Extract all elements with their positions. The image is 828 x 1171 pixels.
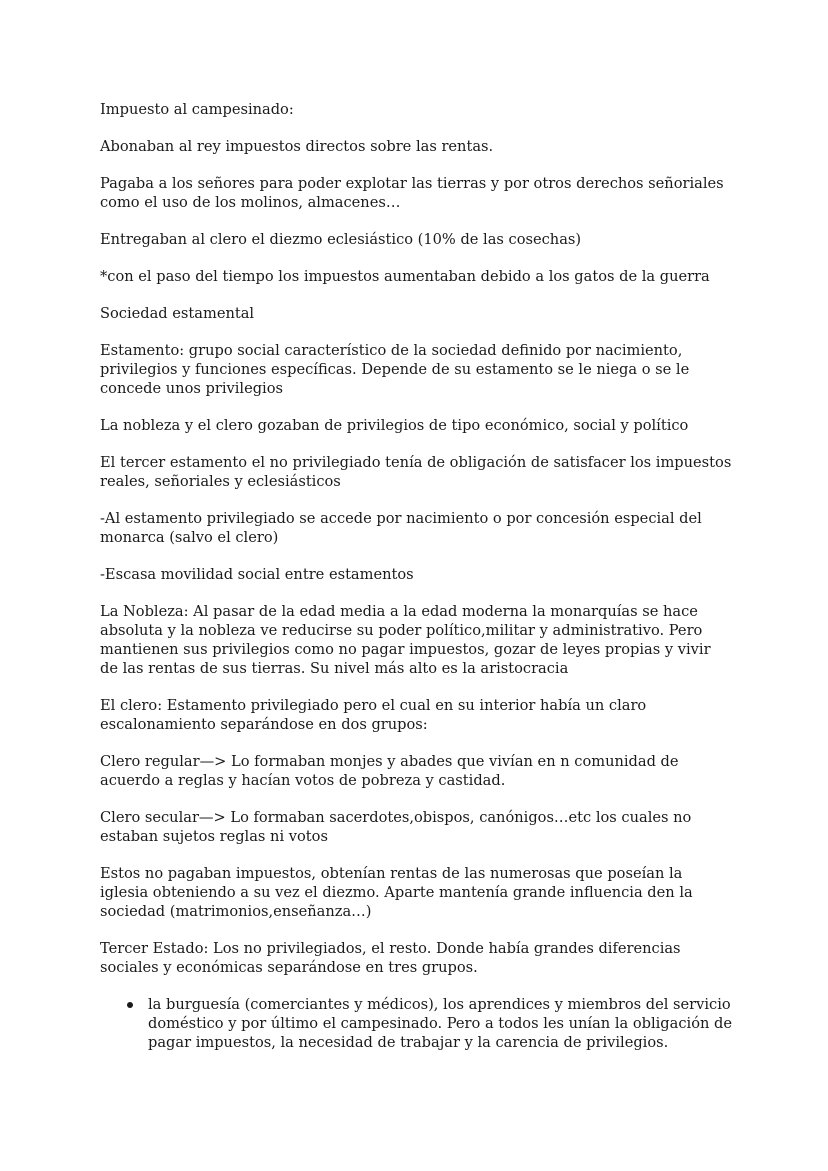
paragraph-abonaban-rey: Abonaban al rey impuestos directos sobre las rentas.: [100, 138, 494, 155]
paragraph-clero-impuestos: Estos no pagaban impuestos, obtenían rentas de las numerosas que poseían la iglesia obteniendo a su vez el diezmo. Aparte mantenía grande influencia den la sociedad (matrimonios,enseñanza…): [100, 865, 693, 920]
paragraph-nobleza-clero-privilegios: La nobleza y el clero gozaban de privilegios de tipo económico, social y político: [100, 417, 689, 434]
paragraph-sociedad-estamental-heading: Sociedad estamental: [100, 305, 255, 322]
paragraph-impuesto-campesinado-heading: Impuesto al campesinado:: [100, 101, 294, 118]
paragraph-acceso-estamento: -Al estamento privilegiado se accede por nacimiento o por concesión especial del monarca (salvo el clero): [100, 510, 702, 546]
paragraph-pagaba-senores: Pagaba a los señores para poder explotar las tierras y por otros derechos señoriales como el uso de los molinos, almacenes…: [100, 175, 724, 211]
paragraph-el-clero: El clero: Estamento privilegiado pero el cual en su interior había un claro escalonamiento separándose en dos grupos:: [100, 697, 647, 733]
paragraph-la-nobleza: La Nobleza: Al pasar de la edad media a la edad moderna la monarquías se hace absoluta y la nobleza ve reducirse su poder político,militar y administrativo. Pero mantienen sus privilegios como no pagar impuestos, gozar de leyes propias y vivir de las rentas de sus tierras. Su nivel más alto es la aristocracia: [100, 603, 711, 677]
paragraph-movilidad-social: -Escasa movilidad social entre estamentos: [100, 566, 414, 583]
list-item-text: la burguesía (comerciantes y médicos), los aprendices y miembros del servicio doméstico y por último el campesinado. Pero a todos les unían la obligación de pagar impuestos, la necesidad de trabajar y la carencia de privilegios.: [148, 996, 732, 1051]
paragraph-tercer-estamento: El tercer estamento el no privilegiado tenía de obligación de satisfacer los impuestos reales, señoriales y eclesiásticos: [100, 454, 732, 490]
paragraph-clero-secular: Clero secular—> Lo formaban sacerdotes,obispos, canónigos…etc los cuales no estaban sujetos reglas ni votos: [100, 809, 692, 845]
list-item: [148, 995, 733, 1052]
bullet-list: [100, 995, 733, 1052]
paragraph-clero-regular: Clero regular—> Lo formaban monjes y abades que vivían en n comunidad de acuerdo a reglas y hacían votos de pobreza y castidad.: [100, 753, 679, 789]
paragraph-impuestos-guerra-note: *con el paso del tiempo los impuestos aumentaban debido a los gatos de la guerra: [100, 268, 710, 285]
paragraph-diezmo: Entregaban al clero el diezmo eclesiástico (10% de las cosechas): [100, 231, 582, 248]
bullet-dot-icon: [127, 1002, 133, 1008]
paragraph-estamento-definition: Estamento: grupo social característico de la sociedad definido por nacimiento, privilegios y funciones específicas. Depende de su estamento se le niega o se le concede unos privilegios: [100, 342, 690, 397]
paragraph-tercer-estado: Tercer Estado: Los no privilegiados, el resto. Donde había grandes diferencias sociales y económicas separándose en tres grupos.: [100, 940, 681, 976]
